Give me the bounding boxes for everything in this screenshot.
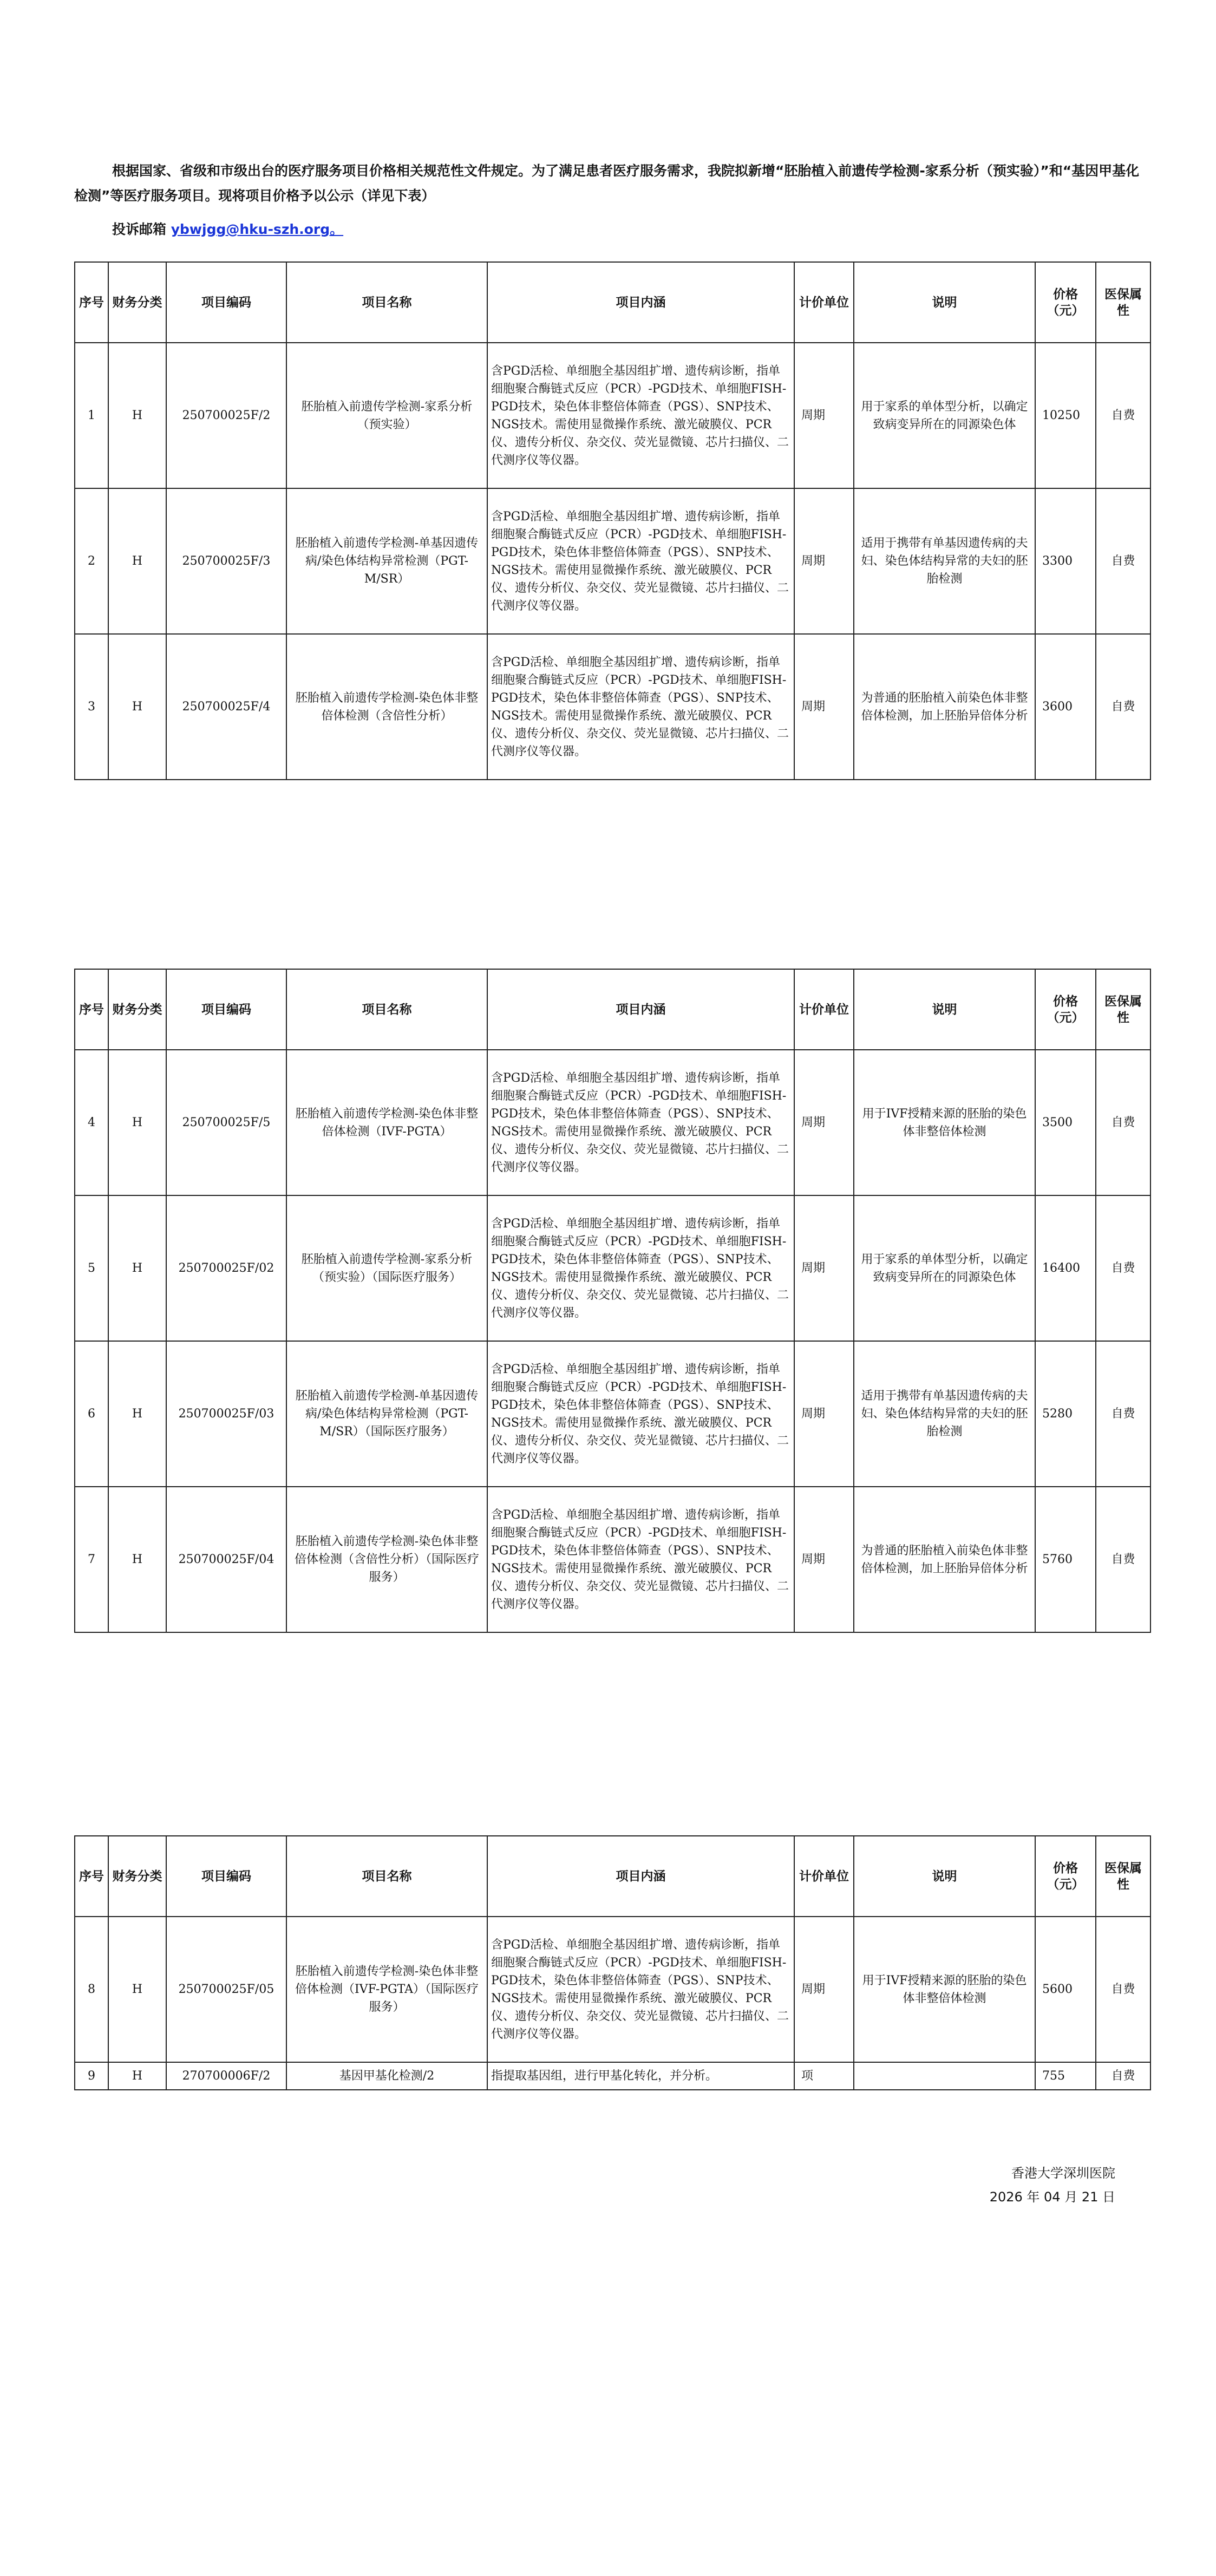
header-item-name: 项目名称	[286, 1836, 487, 1917]
insurance-attribute: 自费	[1096, 343, 1150, 488]
header-insurance: 医保属性	[1096, 1836, 1150, 1917]
item-content: 含PGD活检、单细胞全基因组扩增、遗传病诊断，指单细胞聚合酶链式反应（PCR）-PGD技术、单细胞FISH-PGD技术，染色体非整倍体筛查（PGS）、SNP技术、NGS技术。需使用显微操作系统、激光破膜仪、PCR仪、遗传分析仪、杂交仪、荧光显微镜、芯片扫描仪、二代测序仪等仪器。	[487, 1050, 794, 1195]
item-content: 指提取基因组，进行甲基化转化，并分析。	[487, 2062, 794, 2090]
notice-paragraph: 根据国家、省级和市级出台的医疗服务项目价格相关规范性文件规定。为了满足患者医疗服务需求，我院拟新增“胚胎植入前遗传学检测-家系分析（预实验）”和“基因甲基化检测”等医疗服务项目。现将项目价格予以公示（详见下表）	[74, 163, 1140, 204]
item-name: 胚胎植入前遗传学检测-家系分析（预实验）	[286, 343, 487, 488]
item-price: 5280	[1035, 1341, 1096, 1487]
item-content: 含PGD活检、单细胞全基因组扩增、遗传病诊断，指单细胞聚合酶链式反应（PCR）-PGD技术、单细胞FISH-PGD技术，染色体非整倍体筛查（PGS）、SNP技术、NGS技术。需使用显微操作系统、激光破膜仪、PCR仪、遗传分析仪、杂交仪、荧光显微镜、芯片扫描仪、二代测序仪等仪器。	[487, 1341, 794, 1487]
fee-table-section	[74, 1835, 1151, 2090]
table-row	[75, 488, 1150, 634]
item-content: 含PGD活检、单细胞全基因组扩增、遗传病诊断，指单细胞聚合酶链式反应（PCR）-PGD技术、单细胞FISH-PGD技术，染色体非整倍体筛查（PGS）、SNP技术、NGS技术。需使用显微操作系统、激光破膜仪、PCR仪、遗传分析仪、杂交仪、荧光显微镜、芯片扫描仪、二代测序仪等仪器。	[487, 1917, 794, 2062]
row-number: 3	[75, 634, 108, 780]
complaint-email-link[interactable]: ybwjgg@hku-szh.org。	[171, 221, 344, 237]
insurance-attribute: 自费	[1096, 634, 1150, 780]
hospital-name: 香港大学深圳医院	[1011, 2166, 1115, 2181]
insurance-attribute: 自费	[1096, 488, 1150, 634]
item-description: 为普通的胚胎植入前染色体非整倍体检测，加上胚胎异倍体分析	[854, 634, 1035, 780]
pricing-unit: 周期	[794, 1917, 854, 2062]
pricing-unit: 周期	[794, 634, 854, 780]
pricing-unit: 周期	[794, 1195, 854, 1341]
table-header-row	[75, 969, 1150, 1050]
complaint-email-line	[112, 219, 343, 238]
item-description: 为普通的胚胎植入前染色体非整倍体检测，加上胚胎异倍体分析	[854, 1487, 1035, 1632]
item-code: 250700025F/04	[166, 1487, 286, 1632]
item-price: 3600	[1035, 634, 1096, 780]
item-content: 含PGD活检、单细胞全基因组扩增、遗传病诊断，指单细胞聚合酶链式反应（PCR）-PGD技术、单细胞FISH-PGD技术，染色体非整倍体筛查（PGS）、SNP技术、NGS技术。需使用显微操作系统、激光破膜仪、PCR仪、遗传分析仪、杂交仪、荧光显微镜、芯片扫描仪、二代测序仪等仪器。	[487, 343, 794, 488]
finance-category: H	[108, 1195, 166, 1341]
header-description: 说明	[854, 262, 1035, 343]
header-finance-category: 财务分类	[108, 969, 166, 1050]
pricing-unit: 周期	[794, 343, 854, 488]
finance-category: H	[108, 1917, 166, 2062]
item-price: 5760	[1035, 1487, 1096, 1632]
item-description: 用于家系的单体型分析，以确定致病变异所在的同源染色体	[854, 1195, 1035, 1341]
item-content: 含PGD活检、单细胞全基因组扩增、遗传病诊断，指单细胞聚合酶链式反应（PCR）-PGD技术、单细胞FISH-PGD技术，染色体非整倍体筛查（PGS）、SNP技术、NGS技术。需使用显微操作系统、激光破膜仪、PCR仪、遗传分析仪、杂交仪、荧光显微镜、芯片扫描仪、二代测序仪等仪器。	[487, 488, 794, 634]
table-row	[75, 1050, 1150, 1195]
table-row	[75, 2062, 1150, 2090]
table-header-row	[75, 262, 1150, 343]
item-code: 250700025F/03	[166, 1341, 286, 1487]
table-row	[75, 1487, 1150, 1632]
item-code: 250700025F/02	[166, 1195, 286, 1341]
item-price: 10250	[1035, 343, 1096, 488]
item-price: 5600	[1035, 1917, 1096, 2062]
row-number: 9	[75, 2062, 108, 2090]
header-row-number: 序号	[75, 262, 108, 343]
header-item-content: 项目内涵	[487, 1836, 794, 1917]
header-insurance: 医保属性	[1096, 262, 1150, 343]
header-description: 说明	[854, 969, 1035, 1050]
finance-category: H	[108, 1341, 166, 1487]
finance-category: H	[108, 1050, 166, 1195]
item-code: 270700006F/2	[166, 2062, 286, 2090]
insurance-attribute: 自费	[1096, 2062, 1150, 2090]
header-pricing-unit: 计价单位	[794, 969, 854, 1050]
item-name: 基因甲基化检测/2	[286, 2062, 487, 2090]
pricing-unit: 周期	[794, 1487, 854, 1632]
header-price: 价格（元）	[1035, 262, 1096, 343]
header-finance-category: 财务分类	[108, 262, 166, 343]
row-number: 4	[75, 1050, 108, 1195]
row-number: 5	[75, 1195, 108, 1341]
row-number: 6	[75, 1341, 108, 1487]
item-name: 胚胎植入前遗传学检测-染色体非整倍体检测（含倍性分析）	[286, 634, 487, 780]
finance-category: H	[108, 2062, 166, 2090]
header-pricing-unit: 计价单位	[794, 1836, 854, 1917]
item-description	[854, 2062, 1035, 2090]
item-description: 适用于携带有单基因遗传病的夫妇、染色体结构异常的夫妇的胚胎检测	[854, 1341, 1035, 1487]
fee-table-section	[74, 261, 1151, 780]
item-content: 含PGD活检、单细胞全基因组扩增、遗传病诊断，指单细胞聚合酶链式反应（PCR）-PGD技术、单细胞FISH-PGD技术，染色体非整倍体筛查（PGS）、SNP技术、NGS技术。需使用显微操作系统、激光破膜仪、PCR仪、遗传分析仪、杂交仪、荧光显微镜、芯片扫描仪、二代测序仪等仪器。	[487, 1195, 794, 1341]
row-number: 7	[75, 1487, 108, 1632]
insurance-attribute: 自费	[1096, 1050, 1150, 1195]
row-number: 1	[75, 343, 108, 488]
item-description: 用于家系的单体型分析，以确定致病变异所在的同源染色体	[854, 343, 1035, 488]
pricing-unit: 周期	[794, 488, 854, 634]
header-row-number: 序号	[75, 1836, 108, 1917]
table-row	[75, 1195, 1150, 1341]
header-row-number: 序号	[75, 969, 108, 1050]
item-content: 含PGD活检、单细胞全基因组扩增、遗传病诊断，指单细胞聚合酶链式反应（PCR）-PGD技术、单细胞FISH-PGD技术，染色体非整倍体筛查（PGS）、SNP技术、NGS技术。需使用显微操作系统、激光破膜仪、PCR仪、遗传分析仪、杂交仪、荧光显微镜、芯片扫描仪、二代测序仪等仪器。	[487, 1487, 794, 1632]
header-item-name: 项目名称	[286, 262, 487, 343]
header-item-content: 项目内涵	[487, 262, 794, 343]
header-insurance: 医保属性	[1096, 969, 1150, 1050]
item-price: 755	[1035, 2062, 1096, 2090]
item-name: 胚胎植入前遗传学检测-染色体非整倍体检测（IVF-PGTA）	[286, 1050, 487, 1195]
header-pricing-unit: 计价单位	[794, 262, 854, 343]
finance-category: H	[108, 1487, 166, 1632]
item-code: 250700025F/5	[166, 1050, 286, 1195]
header-item-name: 项目名称	[286, 969, 487, 1050]
table-row	[75, 1341, 1150, 1487]
header-description: 说明	[854, 1836, 1035, 1917]
item-price: 3300	[1035, 488, 1096, 634]
item-code: 250700025F/4	[166, 634, 286, 780]
item-content: 含PGD活检、单细胞全基因组扩增、遗传病诊断，指单细胞聚合酶链式反应（PCR）-PGD技术、单细胞FISH-PGD技术，染色体非整倍体筛查（PGS）、SNP技术、NGS技术。需使用显微操作系统、激光破膜仪、PCR仪、遗传分析仪、杂交仪、荧光显微镜、芯片扫描仪、二代测序仪等仪器。	[487, 634, 794, 780]
item-description: 用于IVF授精来源的胚胎的染色体非整倍体检测	[854, 1050, 1035, 1195]
item-price: 16400	[1035, 1195, 1096, 1341]
pricing-unit: 周期	[794, 1050, 854, 1195]
signature-block	[920, 2161, 1115, 2209]
finance-category: H	[108, 343, 166, 488]
header-price: 价格（元）	[1035, 969, 1096, 1050]
row-number: 2	[75, 488, 108, 634]
item-name: 胚胎植入前遗传学检测-家系分析（预实验）（国际医疗服务）	[286, 1195, 487, 1341]
insurance-attribute: 自费	[1096, 1341, 1150, 1487]
insurance-attribute: 自费	[1096, 1917, 1150, 2062]
finance-category: H	[108, 634, 166, 780]
header-finance-category: 财务分类	[108, 1836, 166, 1917]
header-item-code: 项目编码	[166, 1836, 286, 1917]
table-row	[75, 343, 1150, 488]
item-description: 用于IVF授精来源的胚胎的染色体非整倍体检测	[854, 1917, 1035, 2062]
table-row	[75, 1917, 1150, 2062]
finance-category: H	[108, 488, 166, 634]
pricing-unit: 周期	[794, 1341, 854, 1487]
insurance-attribute: 自费	[1096, 1195, 1150, 1341]
row-number: 8	[75, 1917, 108, 2062]
item-price: 3500	[1035, 1050, 1096, 1195]
table-row	[75, 634, 1150, 780]
insurance-attribute: 自费	[1096, 1487, 1150, 1632]
item-code: 250700025F/05	[166, 1917, 286, 2062]
item-name: 胚胎植入前遗传学检测-染色体非整倍体检测（IVF-PGTA）（国际医疗服务）	[286, 1917, 487, 2062]
fee-table-section	[74, 969, 1151, 1633]
item-name: 胚胎植入前遗传学检测-单基因遗传病/染色体结构异常检测（PGT-M/SR）（国际医疗服务）	[286, 1341, 487, 1487]
header-item-code: 项目编码	[166, 969, 286, 1050]
pricing-unit: 项	[794, 2062, 854, 2090]
header-price: 价格（元）	[1035, 1836, 1096, 1917]
header-item-code: 项目编码	[166, 262, 286, 343]
item-code: 250700025F/2	[166, 343, 286, 488]
item-description: 适用于携带有单基因遗传病的夫妇、染色体结构异常的夫妇的胚胎检测	[854, 488, 1035, 634]
table-header-row	[75, 1836, 1150, 1917]
item-name: 胚胎植入前遗传学检测-单基因遗传病/染色体结构异常检测（PGT-M/SR）	[286, 488, 487, 634]
complaint-email-label: 投诉邮箱	[112, 221, 167, 237]
item-code: 250700025F/3	[166, 488, 286, 634]
header-item-content: 项目内涵	[487, 969, 794, 1050]
item-name: 胚胎植入前遗传学检测-染色体非整倍体检测（含倍性分析）（国际医疗服务）	[286, 1487, 487, 1632]
publish-date: 2026 年 04 月 21 日	[989, 2189, 1115, 2205]
